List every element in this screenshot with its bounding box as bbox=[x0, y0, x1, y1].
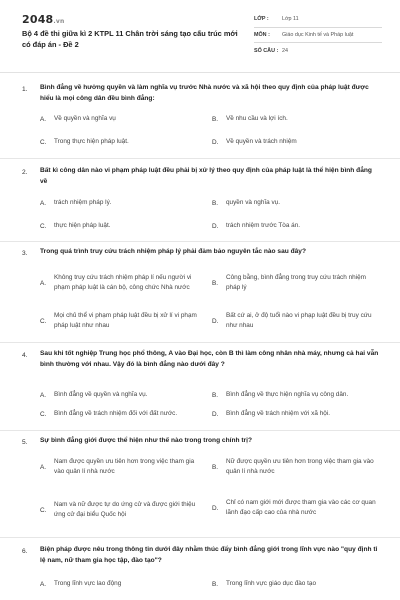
option-letter: B. bbox=[212, 199, 219, 207]
info-value: 24 bbox=[282, 47, 288, 54]
option-letter: A. bbox=[40, 115, 47, 123]
document-title: Bộ 4 đề thi giữa kì 2 KTPL 11 Chân trời sáng tạo cấu trúc mới có đáp án - Đề 2 bbox=[22, 29, 238, 49]
question-number: 1. bbox=[22, 86, 28, 93]
info-row-class bbox=[254, 12, 382, 28]
option-c[interactable] bbox=[40, 309, 200, 333]
option-c[interactable] bbox=[40, 137, 200, 147]
option-text: Trong lĩnh vực giáo dục đào tạo bbox=[226, 580, 317, 587]
option-letter: C. bbox=[40, 410, 47, 418]
question-text: Sau khi tốt nghiệp Trung học phổ thông, A vào Đại học, còn B thì làm công nhân nhà máy, nhưng cả hai vẫn bình thường với nhau. Vậy đó là bình đẳng nào dưới đây ? bbox=[40, 350, 379, 368]
option-letter: D. bbox=[212, 410, 219, 418]
question-divider bbox=[0, 537, 400, 538]
option-text: Về quyền và nghĩa vụ bbox=[54, 115, 116, 122]
option-text: Bình đẳng về thực hiện nghĩa vụ công dân. bbox=[226, 391, 349, 398]
option-letter: B. bbox=[212, 463, 219, 471]
question-number: 5. bbox=[22, 439, 28, 446]
option-text: Bình đẳng về trách nhiệm đối với đất nước. bbox=[54, 410, 178, 417]
option-text: Nam được quyền ưu tiên hơn trong việc tham gia vào quản lí nhà nước bbox=[54, 458, 195, 475]
option-letter: A. bbox=[40, 279, 47, 287]
option-b[interactable] bbox=[212, 114, 380, 124]
option-letter: A. bbox=[40, 580, 47, 588]
info-value: Giáo dục Kinh tế và Pháp luật bbox=[282, 31, 354, 38]
option-letter: B. bbox=[212, 115, 219, 123]
option-text: quyền và nghĩa vụ. bbox=[226, 199, 281, 206]
option-a[interactable] bbox=[40, 579, 200, 589]
option-text: Bình đẳng về quyền và nghĩa vụ. bbox=[54, 391, 148, 398]
option-text: Nam và nữ được tự do ứng cử và được giới thiệu ứng cử đại biểu Quốc hội bbox=[54, 501, 196, 518]
option-letter: C. bbox=[40, 138, 47, 146]
option-letter: A. bbox=[40, 463, 47, 471]
option-b[interactable] bbox=[212, 390, 380, 400]
option-text: trách nhiệm trước Tòa án. bbox=[226, 222, 301, 229]
option-d[interactable] bbox=[212, 409, 380, 419]
option-a[interactable] bbox=[40, 198, 200, 208]
document-header bbox=[0, 0, 400, 66]
option-letter: A. bbox=[40, 391, 47, 399]
option-b[interactable] bbox=[212, 455, 380, 479]
option-c[interactable] bbox=[40, 409, 208, 419]
question-number: 6. bbox=[22, 548, 28, 555]
option-d[interactable] bbox=[212, 221, 380, 231]
option-letter: B. bbox=[212, 279, 219, 287]
info-label: LỚP : bbox=[254, 16, 269, 23]
info-value: Lớp 11 bbox=[282, 16, 299, 23]
option-letter: D. bbox=[212, 317, 219, 325]
info-label: MÔN : bbox=[254, 31, 270, 38]
question-divider bbox=[0, 241, 400, 242]
option-text: Trong thực hiện pháp luật. bbox=[54, 138, 129, 145]
question-text: Trong quá trình truy cứu trách nhiệm pháp lý phải đảm bảo nguyên tắc nào sau đây? bbox=[40, 248, 306, 255]
option-letter: D. bbox=[212, 138, 219, 146]
option-b[interactable] bbox=[212, 271, 380, 295]
option-text: trách nhiệm pháp lý. bbox=[54, 199, 112, 206]
option-text: Mọi chủ thể vi phạm pháp luật đều bị xử lí vi phạm pháp luật như nhau bbox=[54, 312, 197, 329]
logo-main: 2048 bbox=[22, 13, 54, 26]
option-d[interactable] bbox=[212, 309, 380, 333]
option-letter: D. bbox=[212, 504, 219, 512]
option-letter: C. bbox=[40, 222, 47, 230]
question-divider bbox=[0, 430, 400, 431]
info-row-count bbox=[254, 43, 382, 59]
option-b[interactable] bbox=[212, 579, 380, 589]
logo-tld: .vn bbox=[53, 18, 65, 25]
site-logo[interactable] bbox=[22, 13, 64, 26]
option-c[interactable] bbox=[40, 498, 200, 522]
option-a[interactable] bbox=[40, 266, 200, 300]
question-number: 3. bbox=[22, 250, 28, 257]
option-text: Bất cứ ai, ở độ tuổi nào vi phạp luật đều bị truy cứu như nhau bbox=[226, 312, 372, 329]
option-letter: B. bbox=[212, 391, 219, 399]
option-letter: B. bbox=[212, 580, 219, 588]
option-letter: C. bbox=[40, 317, 47, 325]
header-divider bbox=[0, 72, 400, 73]
question-number: 4. bbox=[22, 352, 28, 359]
question-text: Sự bình đẳng giới được thể hiện như thế nào trong trong chính trị? bbox=[40, 437, 252, 444]
option-text: Trong lĩnh vực lao động bbox=[54, 580, 122, 587]
option-text: thực hiện pháp luật. bbox=[54, 222, 111, 229]
info-row-subject bbox=[254, 28, 382, 44]
info-label: SỐ CÂU : bbox=[254, 47, 279, 54]
option-letter: C. bbox=[40, 506, 47, 514]
option-text: Công bằng, bình đẳng trong truy cứu trách nhiệm pháp lý bbox=[226, 274, 366, 291]
option-b[interactable] bbox=[212, 198, 380, 208]
question-text: Bình đẳng về hưởng quyền và làm nghĩa vụ trước Nhà nước và xã hội theo quy định của pháp luật được hiểu là mọi công dân đều bình đẳng: bbox=[40, 84, 369, 102]
question-number: 2. bbox=[22, 169, 28, 176]
option-letter: D. bbox=[212, 222, 219, 230]
option-a[interactable] bbox=[40, 455, 200, 479]
option-c[interactable] bbox=[40, 221, 200, 231]
question-divider bbox=[0, 158, 400, 159]
option-text: Chỉ có nam giới mới được tham gia vào các cơ quan lãnh đạo cấp cao của nhà nước bbox=[226, 499, 376, 516]
question-divider bbox=[0, 342, 400, 343]
option-a[interactable] bbox=[40, 114, 200, 124]
option-text: Không truy cứu trách nhiệm pháp lí nếu người vi phạm pháp luật là cán bộ, công chức Nhà nước bbox=[54, 274, 192, 291]
document-info-table bbox=[254, 12, 382, 59]
option-text: Về quyền và trách nhiệm bbox=[226, 138, 297, 145]
option-text: Bình đẳng về trách nhiệm với xã hội. bbox=[226, 410, 331, 417]
option-d[interactable] bbox=[212, 491, 380, 525]
option-d[interactable] bbox=[212, 137, 380, 147]
option-letter: A. bbox=[40, 199, 47, 207]
question-text: Biện pháp được nêu trong thông tin dưới đây nhằm thúc đẩy bình đẳng giới trong lĩnh vực nào "quy định tỉ lệ nam, nữ tham gia học tập, đào tạo"? bbox=[40, 546, 378, 564]
option-a[interactable] bbox=[40, 390, 200, 400]
option-text: Về nhu cầu và lợi ích. bbox=[226, 115, 288, 122]
question-text: Bất kì công dân nào vi phạm pháp luật đều phải bị xử lý theo quy định của pháp luật là thể hiện bình đẳng về bbox=[40, 167, 372, 185]
option-text: Nữ được quyền ưu tiên hơn trong việc tham gia vào quản lí nhà nước bbox=[226, 458, 374, 475]
